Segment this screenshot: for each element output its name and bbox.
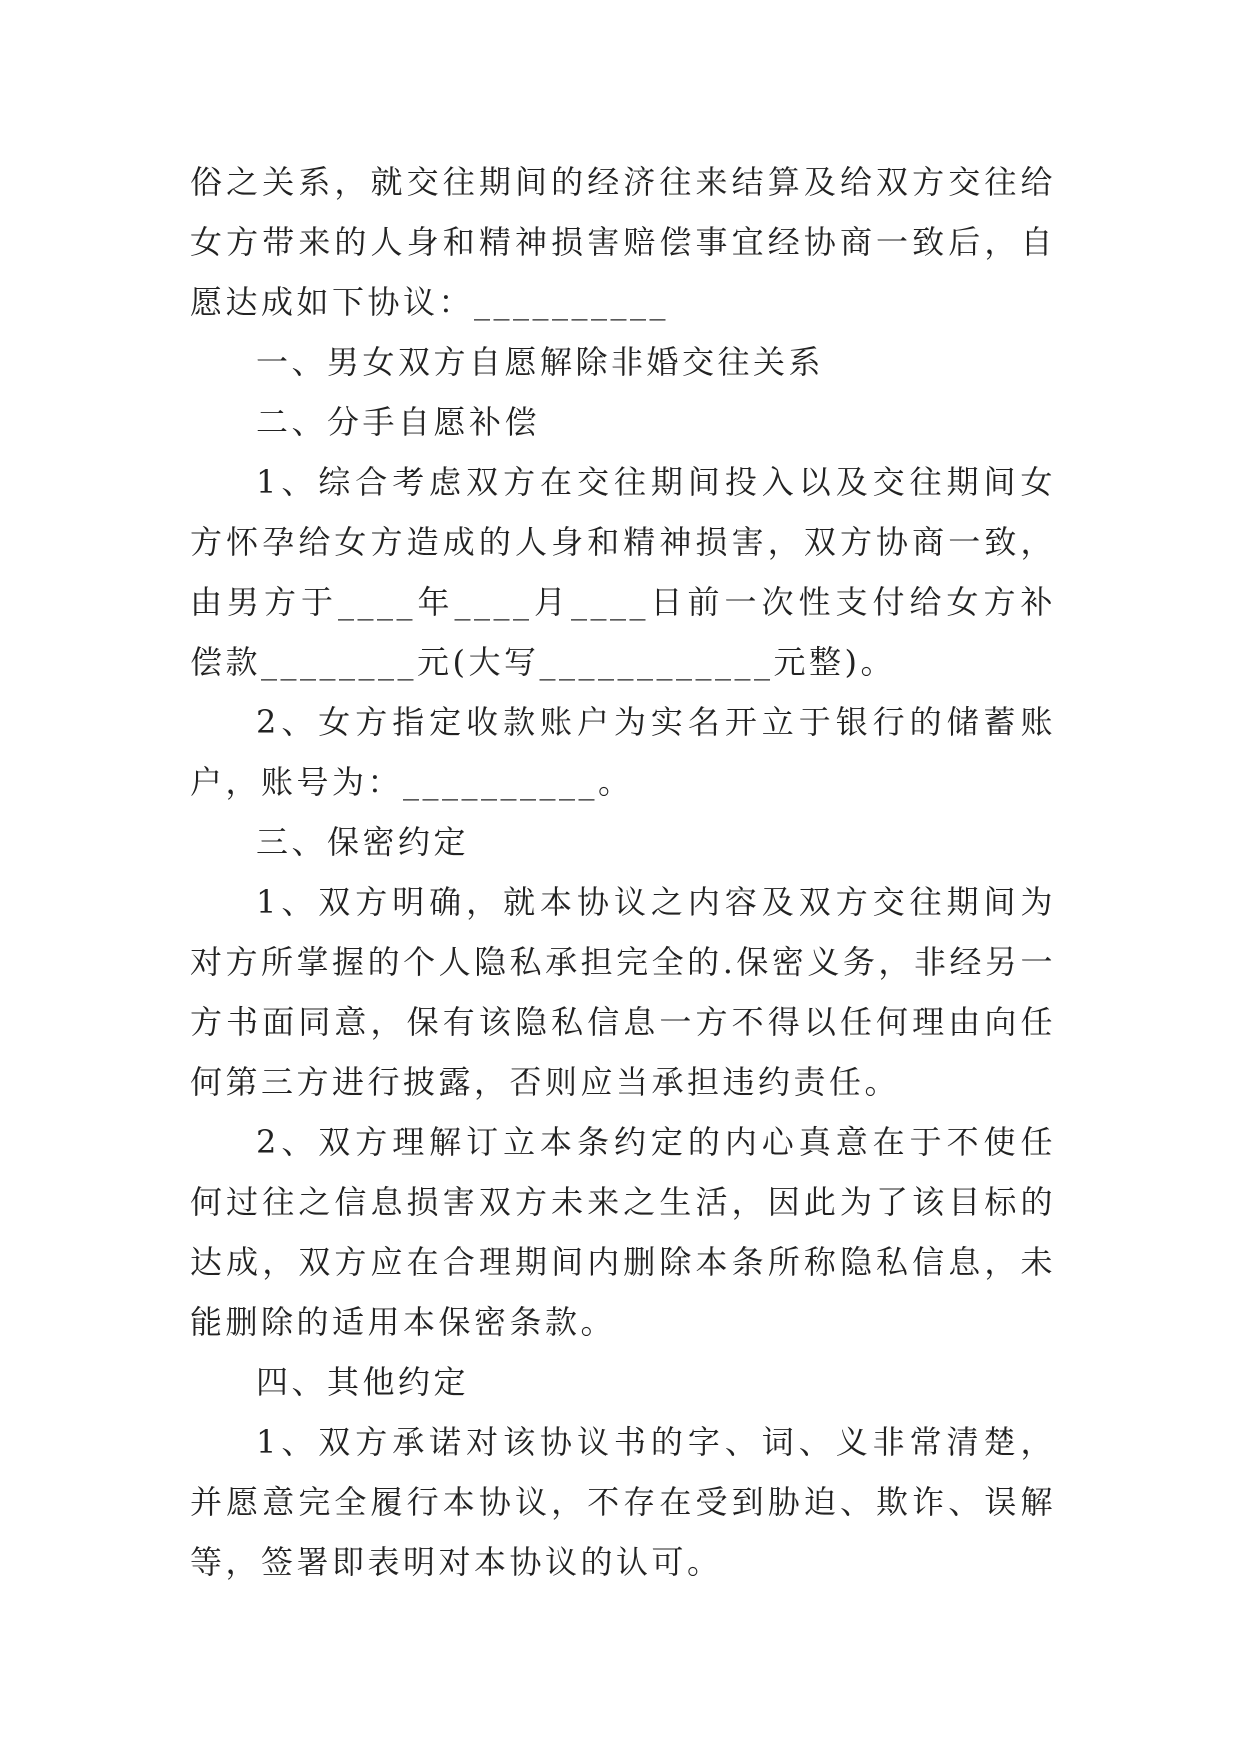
clause-2-1: 1、综合考虑双方在交往期间投入以及交往期间女方怀孕给女方造成的人身和精神损害，双方协商一致，由男方于____年____月____日前一次性支付给女方补偿款________元(大写____________元整)。 — [190, 463, 1056, 681]
section-heading-1: 一、男女双方自愿解除非婚交往关系 — [256, 343, 825, 381]
section-heading-4: 四、其他约定 — [256, 1363, 470, 1401]
section-heading-3: 三、保密约定 — [256, 823, 470, 861]
document-body — [190, 152, 1056, 1592]
clause-4-1: 1、双方承诺对该协议书的字、词、义非常清楚，并愿意完全履行本协议，不存在受到胁迫、欺诈、误解等，签署即表明对本协议的认可。 — [190, 1423, 1056, 1581]
clause-2-2: 2、女方指定收款账户为实名开立于银行的储蓄账户，账号为：__________。 — [190, 703, 1056, 801]
paragraph-intro: 俗之关系，就交往期间的经济往来结算及给双方交往给女方带来的人身和精神损害赔偿事宜经协商一致后，自愿达成如下协议：__________ — [190, 163, 1056, 321]
clause-3-1: 1、双方明确，就本协议之内容及双方交往期间为对方所掌握的个人隐私承担完全的.保密义务，非经另一方书面同意，保有该隐私信息一方不得以任何理由向任何第三方进行披露，否则应当承担违约责任。 — [190, 883, 1056, 1101]
section-heading-2: 二、分手自愿补偿 — [256, 403, 541, 441]
clause-3-2: 2、双方理解订立本条约定的内心真意在于不使任何过往之信息损害双方未来之生活，因此为了该目标的达成，双方应在合理期间内删除本条所称隐私信息，未能删除的适用本保密条款。 — [190, 1123, 1056, 1341]
